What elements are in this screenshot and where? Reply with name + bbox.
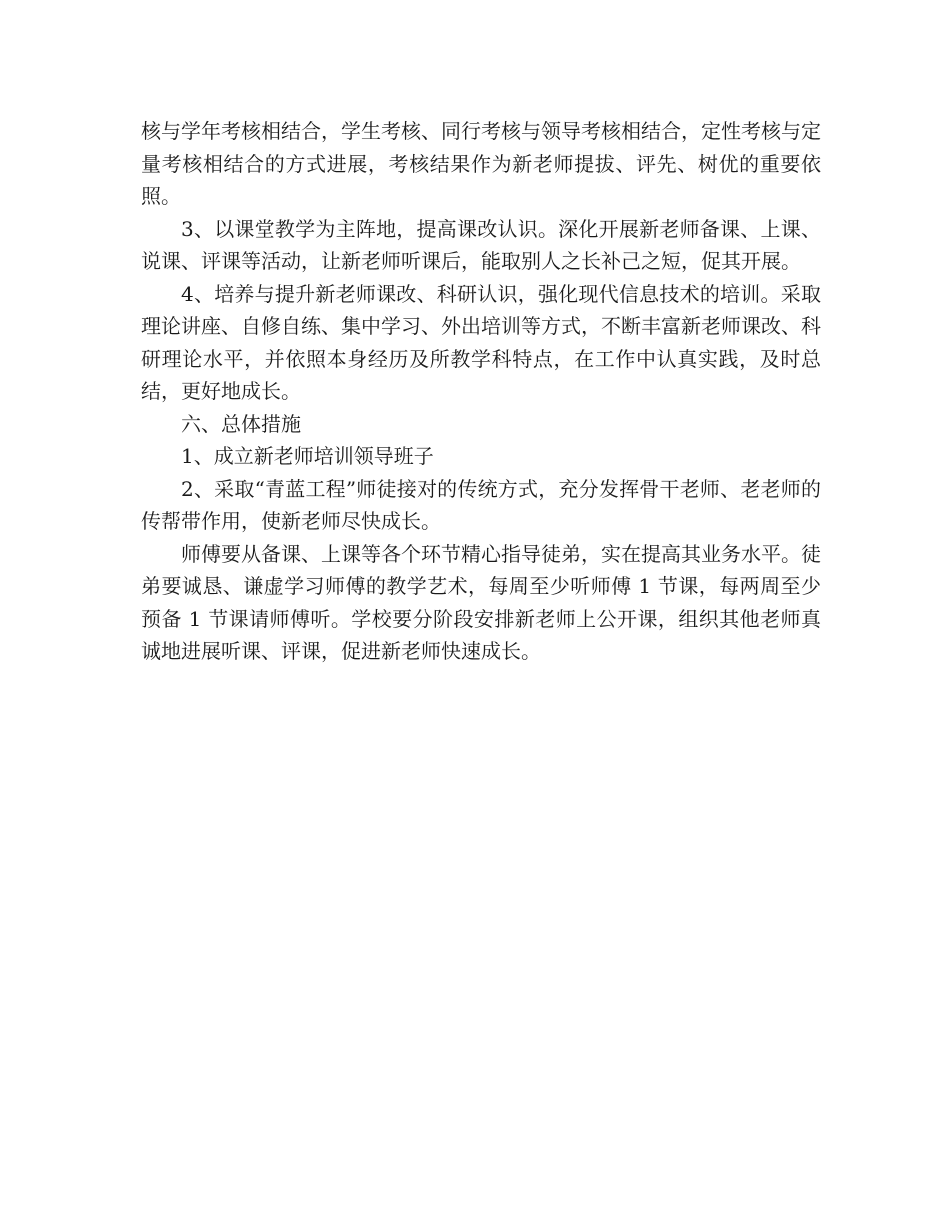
- document-body: [141, 115, 821, 668]
- paragraph-item-4: 4、培养与提升新老师课改、科研认识，强化现代信息技术的培训。采取理论讲座、自修自练、集中学习、外出培训等方式，不断丰富新老师课改、科研理论水平，并依照本身经历及所教学科特点，在工作中认真实践，及时总结，更好地成长。: [141, 281, 821, 403]
- paragraph-item-3: 3、以课堂教学为主阵地，提高课改认识。深化开展新老师备课、上课、说课、评课等活动，让新老师听课后，能取别人之长补己之短，促其开展。: [141, 216, 821, 273]
- section-heading-overall-measures: 六、总体措施: [181, 411, 301, 436]
- paragraph-measure-1: 1、成立新老师培训领导班子: [181, 444, 434, 468]
- paragraph-measure-2: 2、采取“青蓝工程”师徒接对的传统方式，充分发挥骨干老师、老老师的传帮带作用，使新老师尽快成长。: [141, 476, 821, 533]
- paragraph-mentor-guidance: 师傅要从备课、上课等各个环节精心指导徒弟，实在提高其业务水平。徒弟要诚恳、谦虚学习师傅的教学艺术，每周至少听师傅 1 节课，每两周至少预备 1 节课请师傅听。学校要分阶段安排新老师上公开课，组织其他老师真诚地进展听课、评课，促进新老师快速成长。: [141, 541, 821, 663]
- paragraph-assessment-continued: 核与学年考核相结合，学生考核、同行考核与领导考核相结合，定性考核与定量考核相结合的方式进展，考核结果作为新老师提拔、评先、树优的重要依照。: [141, 119, 821, 208]
